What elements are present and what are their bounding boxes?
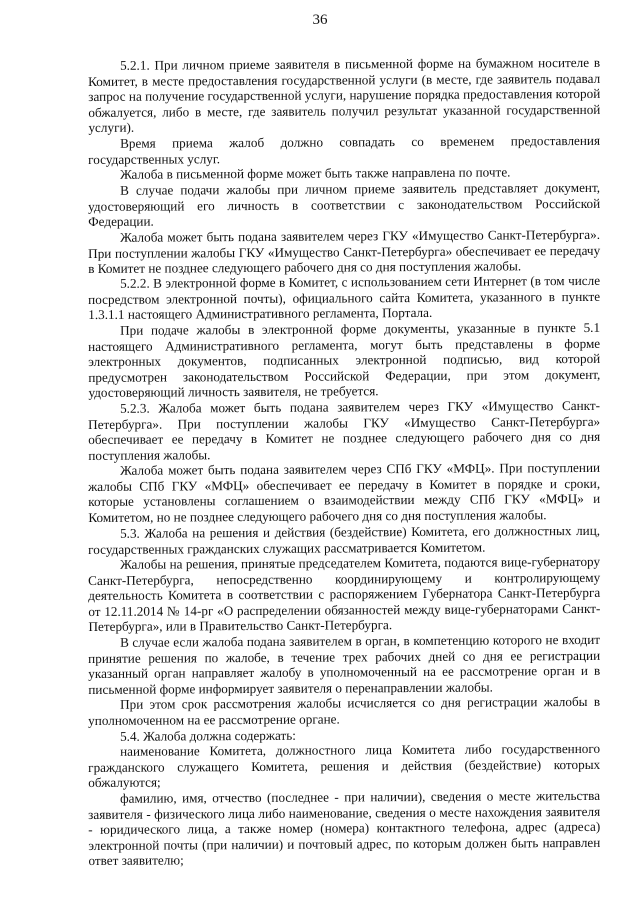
paragraph-electronic-documents: При подаче жалобы в электронной форме документы, указанные в пункте 5.1 настоящего Административного регламента, могут быть представлены в форме электронных документов, подписанных электронной подписью, вид которой предусмотрен законодательством Российской Федерации, при этом документ, удостоверяющий личность заявителя, не требуется. bbox=[88, 319, 601, 401]
paragraph-review-period: При этом срок рассмотрения жалобы исчисляется со дня регистрации жалобы в уполномоченном на ее рассмотрение органе. bbox=[88, 694, 601, 728]
paragraph-identity-document: В случае подачи жалобы при личном приеме заявитель представляет документ, удостоверяющий его личность в соответствии с законодательством Российской Федерации. bbox=[88, 179, 601, 229]
paragraph-5-2-2: 5.2.2. В электронной форме в Комитет, с использованием сети Интернет (в том числе посредством электронной почты), официального сайта Комитета, указанного в пункте 1.3.1.1 настоящего Административного регламента, Портала. bbox=[88, 273, 601, 323]
paragraph-gku-imushchestvo: Жалоба может быть подана заявителем через ГКУ «Имущество Санкт-Петербурга». При поступлении жалобы ГКУ «Имущество Санкт-Петербурга» обеспечивает ее передачу в Комитет не позднее следующего рабочего дня со дня поступления жалобы. bbox=[88, 226, 601, 276]
paragraph-5-2-3: 5.2.3. Жалоба может быть подана заявителем через ГКУ «Имущество Санкт-Петербурга». При поступлении жалобы ГКУ «Имущество Санкт-Петербурга» обеспечивает ее передачу в Комитет не позднее следующего рабочего дня со дня поступления жалобы. bbox=[88, 397, 601, 463]
document-body bbox=[88, 54, 601, 869]
page-number: 36 bbox=[312, 12, 328, 28]
paragraph-5-3: 5.3. Жалоба на решения и действия (бездействие) Комитета, его должностных лиц, государственных гражданских служащих рассматривается Комитетом. bbox=[88, 522, 601, 557]
paragraph-committee-name: наименование Комитета, должностного лица Комитета либо государственного гражданского служащего Комитета, решения и действия (бездействие) которых обжалуются; bbox=[88, 740, 601, 791]
paragraph-5-2-1: 5.2.1. При личном приеме заявителя в письменной форме на бумажном носителе в Комитет, в месте предоставления государственной услуги (в месте, где заявитель подавал запрос на получение государственной услуги, нарушение порядка предоставления которой обжалуется, либо в месте, где заявитель получил результат указанной государственной услуги). bbox=[88, 54, 601, 136]
paragraph-wrong-authority: В случае если жалоба подана заявителем в орган, в компетенцию которого не входит принятие решения по жалобе, в течение трех рабочих дней со дня ее регистрации указанный орган направляет жалобу в уполномоченный на ее рассмотрение орган и в письменной форме информирует заявителя о перенаправлении жалобы. bbox=[88, 631, 601, 697]
paragraph-reception-time: Время приема жалоб должно совпадать со временем предоставления государственных услуг. bbox=[88, 132, 601, 167]
paragraph-mail: Жалоба в письменной форме может быть также направлена по почте. bbox=[119, 164, 511, 182]
paragraph-mfc: Жалоба может быть подана заявителем через СПб ГКУ «МФЦ». При поступлении жалобы СПб ГКУ «МФЦ» обеспечивает ее передачу в Комитет в порядке и сроки, которые установлены соглашением о взаимодействии между СПб ГКУ «МФЦ» и Комитетом, но не позднее следующего рабочего дня со дня поступления жалобы. bbox=[88, 460, 601, 526]
paragraph-5-4: 5.4. Жалоба должна содержать: bbox=[119, 727, 296, 744]
paragraph-chairman-decisions: Жалобы на решения, принятые председателем Комитета, подаются вице-губернатору Санкт-Петербурга, непосредственно координирующему и контролирующему деятельность Комитета в соответствии с распоряжением Губернатора Санкт-Петербурга от 12.11.2014 № 14-рг «О распределении обязанностей между вице-губернаторами Санкт-Петербурга», или в Правительство Санкт-Петербурга. bbox=[88, 553, 601, 635]
paragraph-applicant-details: фамилию, имя, отчество (последнее - при наличии), сведения о месте жительства заявителя - физического лица либо наименование, сведения о месте нахождения заявителя - юридического лица, а также номер (номера) контактного телефона, адрес (адреса) электронной почты (при наличии) и почтовый адрес, по которым должен быть направлен ответ заявителю; bbox=[88, 787, 601, 869]
